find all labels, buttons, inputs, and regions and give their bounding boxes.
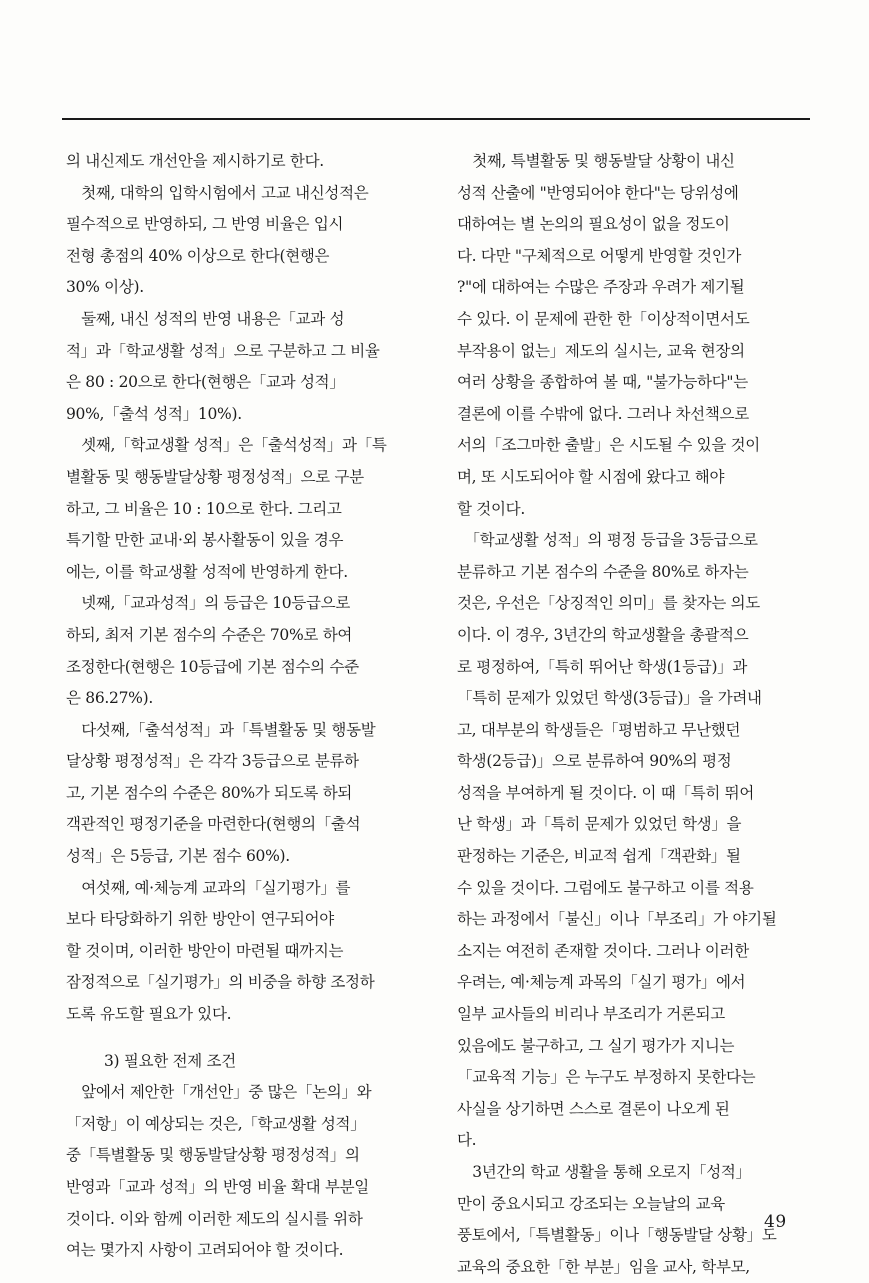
text-line: 전형 총점의 40% 이상으로 한다(현행은 [66, 246, 330, 265]
text-line: 것이다. 이와 함께 이러한 제도의 실시를 위하 [66, 1209, 363, 1228]
text-line: 필수적으로 반영하되, 그 반영 비율은 입시 [66, 215, 344, 234]
text-line: 도록 유도할 필요가 있다. [66, 1005, 232, 1024]
text-line: 할 것이다. [457, 499, 525, 518]
text-line: 고, 기본 점수의 수준은 80%가 되도록 하되 [66, 783, 353, 802]
text-line: 셋째,「학교생활 성적」은「출석성적」과「특 [66, 436, 387, 455]
text-line: 「학교생활 성적」의 평정 등급을 3등급으로 [457, 531, 758, 550]
text-line: 성적」은 5등급, 기본 점수 60%). [66, 847, 290, 866]
text-line: 수 있다. 이 문제에 관한 한「이상적이면서도 [457, 309, 750, 328]
text-line: 만이 중요시되고 강조되는 오늘날의 교육 [457, 1194, 725, 1213]
text-line: 대하여는 별 논의의 필요성이 없을 정도이 [457, 215, 730, 234]
text-line: 의 내신제도 개선안을 제시하기로 한다. [66, 152, 324, 170]
text-line: 앞에서 제안한「개선안」중 많은「논의」와 [66, 1083, 372, 1102]
text-line: 반영과「교과 성적」의 반영 비율 확대 부분일 [66, 1178, 369, 1196]
text-line: 3년간의 학교 생활을 통해 오로지「성적」 [457, 1163, 751, 1181]
text-line: 성적을 부여하게 될 것이다. 이 때「특히 뛰어 [457, 783, 755, 802]
text-line: 적」과「학교생활 성적」으로 구분하고 그 비율 [66, 341, 380, 360]
text-line: 다. [457, 1131, 477, 1150]
text-line: 첫째, 특별활동 및 행동발달 상황이 내신 [457, 152, 735, 170]
text-line: 일부 교사들의 비리나 부조리가 거론되고 [457, 1005, 725, 1024]
text-line: 며, 또 시도되어야 할 시점에 왔다고 해야 [457, 467, 725, 486]
text-line: 보다 타당화하기 위한 방안이 연구되어야 [66, 910, 334, 929]
text-line: 교육의 중요한「한 부분」임을 교사, 학부모, [457, 1257, 750, 1276]
text-line: 넷째,「교과성적」의 등급은 10등급으로 [66, 594, 351, 613]
text-line: 특기할 만한 교내·외 봉사활동이 있을 경우 [66, 531, 344, 550]
text-line: 판정하는 기준은, 비교적 쉽게「객관화」될 [457, 847, 741, 866]
text-line: 소지는 여전히 존재할 것이다. 그러나 이러한 [457, 941, 749, 960]
text-line: 우려는, 예·체능계 과목의「실기 평가」에서 [457, 973, 746, 992]
text-line: 풍토에서,「특별활동」이나「행동발달 상황」도 [457, 1226, 777, 1245]
text-line: 이다. 이 경우, 3년간의 학교생활을 총괄적으 [457, 625, 749, 644]
text-line: 사실을 상기하면 스스로 결론이 나오게 된 [457, 1099, 730, 1118]
spacer [66, 1031, 411, 1046]
text-line: 하는 과정에서「불신」이나「부조리」가 야기될 [457, 910, 777, 929]
right-column [457, 146, 802, 1283]
text-line: 할 것이며, 이러한 방안이 마련될 때까지는 [66, 941, 344, 960]
left-column [66, 146, 411, 1267]
text-line: 조정한다(현행은 10등급에 기본 점수의 수준 [66, 657, 359, 676]
text-line: 「특히 문제가 있었던 학생(3등급)」을 가려내 [457, 689, 762, 708]
page-number: 49 [764, 1212, 787, 1232]
text-line: 잠정적으로「실기평가」의 비중을 하향 조정하 [66, 973, 375, 992]
text-line: 여섯째, 예·체능계 교과의「실기평가」를 [66, 878, 351, 897]
text-line: 고, 대부분의 학생들은「평범하고 무난했던 [457, 720, 741, 739]
text-line: 결론에 이를 수밖에 없다. 그러나 차선책으로 [457, 404, 749, 423]
text-line: 하고, 그 비율은 10 : 10으로 한다. 그리고 [66, 499, 342, 518]
text-line: 에는, 이를 학교생활 성적에 반영하게 한다. [66, 562, 348, 581]
text-line: 첫째, 대학의 입학시험에서 고교 내신성적은 [66, 183, 369, 202]
text-line: 하되, 최저 기본 점수의 수준은 70%로 하여 [66, 625, 353, 644]
text-line: 부작용이 없는」제도의 실시는, 교육 현장의 [457, 341, 745, 360]
text-line: 달상황 평정성적」은 각각 3등급으로 분류하 [66, 752, 359, 771]
text-line: 난 학생」과「특히 문제가 있었던 학생」을 [457, 815, 742, 834]
section-heading: 3) 필요한 전제 조건 [104, 1051, 236, 1070]
text-line: 학생(2등급)」으로 분류하여 90%의 평정 [457, 752, 732, 771]
text-line: 은 80 : 20으로 한다(현행은「교과 성적」 [66, 373, 345, 392]
text-line: 여러 상황을 종합하여 볼 때, "불가능하다"는 [457, 373, 748, 392]
text-line: 서의「조그마한 출발」은 시도될 수 있을 것이 [457, 436, 760, 455]
text-line: ?"에 대하여는 수많은 주장과 우려가 제기될 [457, 278, 745, 297]
text-line: 별활동 및 행동발달상황 평정성적」으로 구분 [66, 467, 364, 486]
text-line: 은 86.27%). [66, 689, 153, 708]
text-line: 다섯째,「출석성적」과「특별활동 및 행동발 [66, 720, 376, 739]
text-line: 여는 몇가지 사항이 고려되어야 할 것이다. [66, 1241, 344, 1260]
text-line: 「교육적 기능」은 누구도 부정하지 못한다는 [457, 1068, 756, 1087]
text-line: 「저항」이 예상되는 것은,「학교생활 성적」 [66, 1114, 366, 1133]
text-line: 둘째, 내신 성적의 반영 내용은「교과 성 [66, 309, 345, 328]
text-line: 객관적인 평정기준을 마련한다(현행의「출석 [66, 815, 361, 834]
text-line: 분류하고 기본 점수의 수준을 80%로 하자는 [457, 562, 749, 581]
text-line: 성적 산출에 "반영되어야 한다"는 당위성에 [457, 183, 739, 202]
header-rule [62, 118, 810, 120]
text-line: 90%,「출석 성적」10%). [66, 404, 242, 423]
text-line: 것은, 우선은「상징적인 의미」를 찾자는 의도 [457, 594, 760, 613]
text-line: 로 평정하여,「특히 뛰어난 학생(1등급)」과 [457, 657, 748, 676]
text-line: 수 있을 것이다. 그럼에도 불구하고 이를 적용 [457, 878, 754, 897]
text-line: 30% 이상). [66, 278, 144, 297]
text-line: 중「특별활동 및 행동발달상황 평정성적」의 [66, 1146, 360, 1165]
text-line: 있음에도 불구하고, 그 실기 평가가 지니는 [457, 1036, 735, 1055]
text-line: 다. 다만 "구체적으로 어떻게 반영할 것인가 [457, 246, 742, 265]
